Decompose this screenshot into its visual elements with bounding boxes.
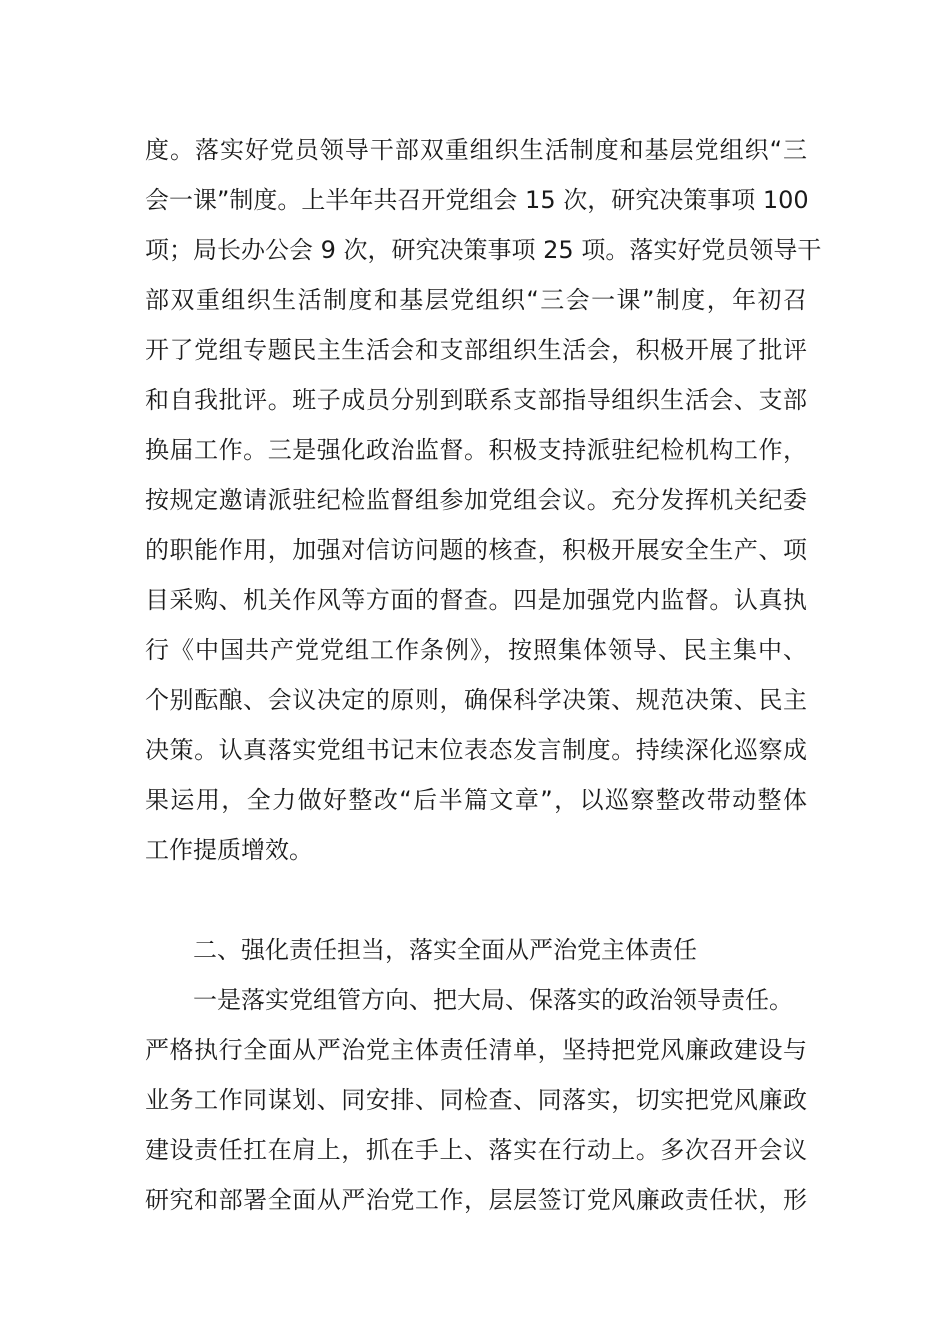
paragraph-line: 个别酝酿、会议决定的原则，确保科学决策、规范决策、民主 [145, 686, 807, 714]
paragraph-line: 行《中国共产党党组工作条例》，按照集体领导、民主集中、 [145, 636, 807, 664]
paragraph-line: 决策。认真落实党组书记末位表态发言制度。持续深化巡察成 [145, 736, 807, 764]
section-heading: 二、强化责任担当，落实全面从严治党主体责任 [193, 936, 697, 964]
paragraph-line: 会一课”制度。上半年共召开党组会 15 次，研究决策事项 100 [145, 186, 809, 214]
paragraph-line: 和自我批评。班子成员分别到联系支部指导组织生活会、支部 [145, 386, 807, 414]
paragraph-line: 建设责任扛在肩上，抓在手上、落实在行动上。多次召开会议 [145, 1136, 807, 1164]
paragraph-line: 目采购、机关作风等方面的督查。四是加强党内监督。认真执 [145, 586, 807, 614]
paragraph-line: 按规定邀请派驻纪检监督组参加党组会议。充分发挥机关纪委 [145, 486, 807, 514]
paragraph-line: 项；局长办公会 9 次，研究决策事项 25 项。落实好党员领导干 [145, 236, 822, 264]
paragraph-line: 开了党组专题民主生活会和支部组织生活会，积极开展了批评 [145, 336, 807, 364]
paragraph-line: 一是落实党组管方向、把大局、保落实的政治领导责任。 [193, 986, 793, 1014]
paragraph-line: 度。落实好党员领导干部双重组织生活制度和基层党组织“三 [145, 136, 807, 164]
paragraph-line: 研究和部署全面从严治党工作，层层签订党风廉政责任状，形 [145, 1186, 807, 1214]
paragraph-line: 果运用，全力做好整改“后半篇文章”，以巡察整改带动整体 [145, 786, 807, 814]
paragraph-line: 严格执行全面从严治党主体责任清单，坚持把党风廉政建设与 [145, 1036, 807, 1064]
paragraph-line: 工作提质增效。 [145, 836, 313, 864]
paragraph-line: 换届工作。三是强化政治监督。积极支持派驻纪检机构工作， [145, 436, 807, 464]
paragraph-line: 的职能作用，加强对信访问题的核查，积极开展安全生产、项 [145, 536, 807, 564]
paragraph-line: 业务工作同谋划、同安排、同检查、同落实，切实把党风廉政 [145, 1086, 807, 1114]
paragraph-line: 部双重组织生活制度和基层党组织“三会一课”制度，年初召 [145, 286, 807, 314]
